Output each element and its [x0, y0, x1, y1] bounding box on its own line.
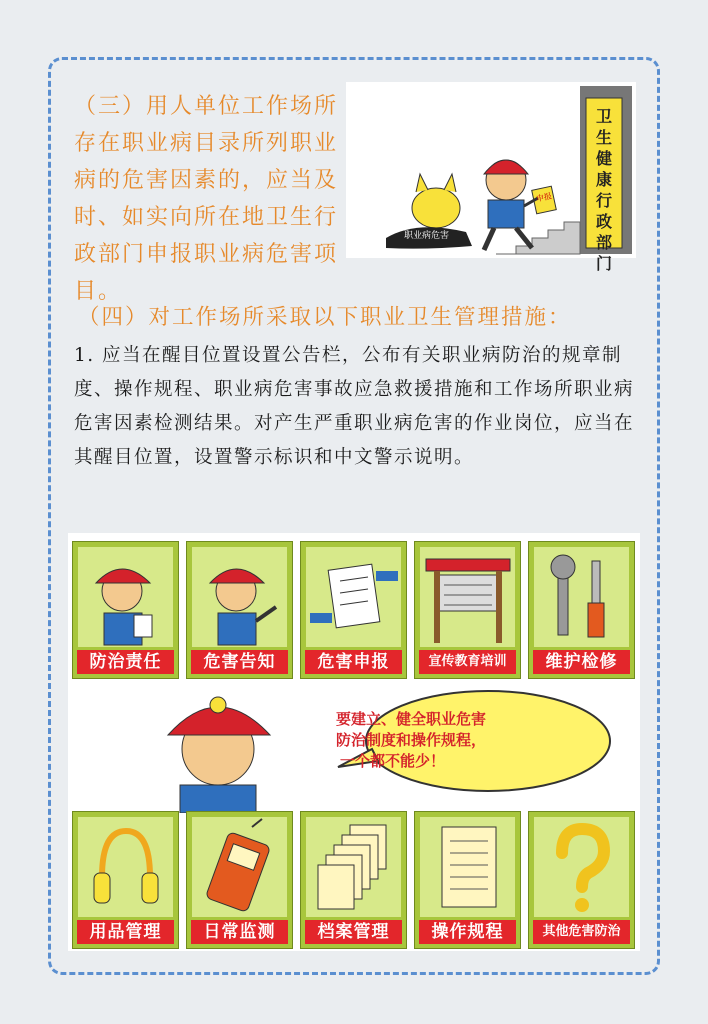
tile-hazard-notice — [186, 541, 293, 679]
tile-daily-monitoring — [186, 811, 293, 949]
tile-art — [534, 817, 629, 917]
worker-pointing-icon — [192, 547, 287, 647]
file-stack-icon — [306, 817, 401, 917]
tile-label: 档案管理 — [305, 920, 402, 944]
declaration-illustration — [346, 82, 636, 273]
monster-text: 职业病危害 — [404, 231, 450, 241]
tile-file-management — [300, 811, 407, 949]
tile-art — [192, 547, 287, 647]
tile-label: 宣传教育培训 — [419, 650, 516, 674]
tile-label: 用品管理 — [77, 920, 174, 944]
tile-label: 日常监测 — [191, 920, 288, 944]
wrench-screwdriver-icon — [534, 547, 629, 647]
bulletin-board-icon — [420, 547, 515, 647]
tile-other-hazards — [528, 811, 635, 949]
department-sign-text: 卫生健康行政部门 — [595, 107, 612, 273]
bubble-line: 要建立、健全职业危害 — [336, 710, 487, 728]
tile-art — [420, 547, 515, 647]
tile-art — [420, 817, 515, 917]
tile-art — [78, 547, 173, 647]
helmet-badge-icon — [210, 697, 226, 713]
worker-clipboard-icon — [78, 547, 173, 647]
tile-label: 防治责任 — [77, 650, 174, 674]
tile-label: 其他危害防治 — [533, 920, 630, 944]
detector-icon — [192, 817, 287, 917]
tile-label: 危害申报 — [305, 650, 402, 674]
tile-art — [306, 547, 401, 647]
paragraph-four-title: （四）对工作场所采取以下职业卫生管理措施： — [78, 305, 572, 330]
tile-equipment-management — [72, 811, 179, 949]
measures-board — [68, 533, 640, 951]
procedure-document-icon — [420, 817, 515, 917]
worker-helmet — [484, 160, 528, 174]
bubble-line: 防治制度和操作规程， — [336, 731, 487, 749]
tile-label: 危害告知 — [191, 650, 288, 674]
tile-prevention-responsibility — [72, 541, 179, 679]
big-worker-body — [180, 785, 256, 813]
worker-body — [488, 200, 524, 228]
document-hand-icon — [306, 547, 401, 647]
tile-art — [534, 547, 629, 647]
question-mark-icon — [534, 817, 629, 917]
paragraph-four-body: 1. 应当在醒目位置设置公告栏，公布有关职业病防治的规章制度、操作规程、职业病危害事故应急救援措施和工作场所职业病危害因素检测结果。对产生严重职业病危害的作业岗位，应当在其醒目位置，设置警示标识和中文警示说明。 — [74, 345, 635, 468]
tile-label: 操作规程 — [419, 920, 516, 944]
tile-operating-procedure — [414, 811, 521, 949]
speech-bubble-text — [336, 709, 486, 772]
tile-maintenance — [528, 541, 635, 679]
bubble-line: 一个都不能少！ — [340, 752, 446, 770]
tile-label: 维护检修 — [533, 650, 630, 674]
monster-head — [412, 188, 460, 228]
tile-art — [78, 817, 173, 917]
tile-hazard-declaration — [300, 541, 407, 679]
tile-training — [414, 541, 521, 679]
paragraph-three: （三）用人单位工作场所存在职业病目录所列职业病的危害因素的，应当及时、如实向所在地卫生行政部门申报职业病危害项目。 — [74, 94, 339, 304]
earmuff-icon — [78, 817, 173, 917]
tile-art — [306, 817, 401, 917]
tile-art — [192, 817, 287, 917]
paper-text: 申报 — [535, 191, 553, 204]
